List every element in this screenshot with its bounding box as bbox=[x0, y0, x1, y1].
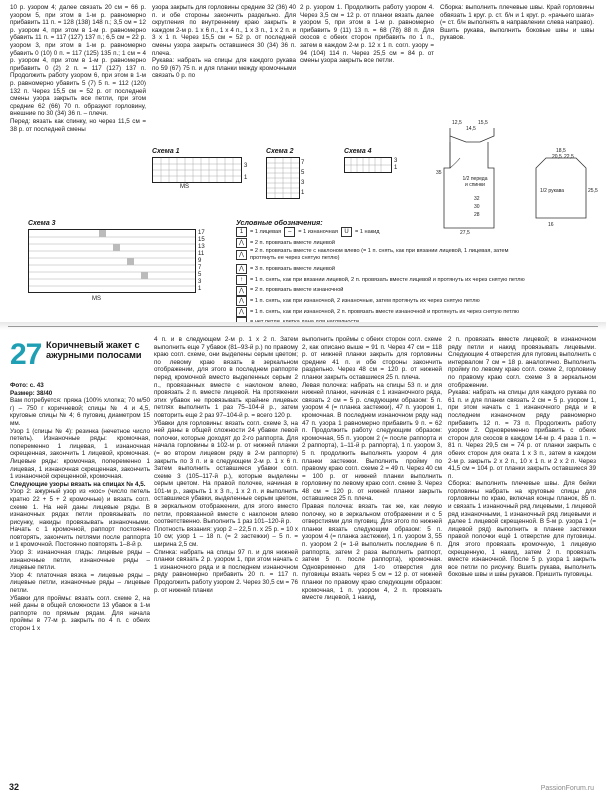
legend-symbol: ⋀ bbox=[236, 296, 247, 306]
legend-item bbox=[236, 275, 536, 286]
dimension-label: 25,5 bbox=[588, 188, 598, 194]
scheme-1-row-label: 3 bbox=[244, 163, 248, 169]
scheme-3-row-label: 17 bbox=[198, 230, 205, 236]
scheme-2-row-label: 3 bbox=[301, 180, 305, 186]
legend-symbol: U bbox=[341, 227, 352, 237]
legend-item bbox=[236, 296, 536, 307]
legend-text: = 1 лицевая bbox=[250, 229, 282, 235]
size-line: Размер: 38/40 bbox=[10, 389, 53, 397]
scheme-3-row-label: 5 bbox=[198, 272, 202, 278]
dimension-label: 35 bbox=[436, 170, 442, 176]
dimension-label: 15,5 bbox=[478, 120, 488, 126]
scheme-3-title: Схема 3 bbox=[28, 220, 56, 227]
paragraph: Узор 4: платочная вязка = лицевые ряды – лицевые петли, изнаночные ряды – лицевые петли. bbox=[10, 571, 150, 595]
dimension-label: 27,5 bbox=[460, 230, 470, 236]
dimension-label: 1/2 переда и спинки bbox=[462, 176, 488, 188]
legend-item bbox=[236, 307, 536, 318]
dimension-label: 32 bbox=[474, 196, 480, 202]
legend-text: = 1 п. снять, как при вязании лицевой, 2 п. провязать вместе лицевой и протянуть их через снятую петлю bbox=[250, 276, 525, 283]
paragraph: 2 р. узором 1. Продолжить работу узором 4. Через 3,5 см = 12 р. от планки вязать далее узором 5, при этом в 1-м р. равномерно прибавить 9 (11) 13 п. = 68 (78) 88 п. Для скосов с обеих сторон прибавить по 1 п., затем в каждом 2-м р. 12 х 1 п. согл. узору = 94 (104) 114 п. Через 25,5 см = 84 р. от смены узора закрыть все петли. bbox=[300, 4, 434, 65]
legend-symbol: ⋀ bbox=[236, 307, 247, 317]
scheme-2-grid bbox=[266, 157, 300, 199]
paragraph: узора закрыть для горловины средние 32 (36) 40 п. и обе стороны закончить раздельно. Для скругления по внутреннему краю закрыть в каждом 2-м р. 1 х 6 п., 1 х 4 п., 1 х 3 п., 1 х 2 п. и 3 х 1 п. Через 15,5 см = 52 р. от последней смены узора закрыть оставшиеся 30 (34) 36 п. плеча. bbox=[152, 4, 296, 57]
scheme-3-row-label: 3 bbox=[198, 279, 202, 285]
scheme-3-ms-label: MS bbox=[92, 296, 101, 302]
paragraph: Узор 3: изнаночная гладь: лицевые ряды – изнаночные петли, изнаночные ряды – лицевые петли. bbox=[10, 549, 150, 572]
dimension-label: 22,5 bbox=[564, 154, 574, 160]
paragraph: Убавки для проймы: вязать согл. схеме 2, на ней даны в общей сложности 13 убавок в 1-м раппорте по прямым рядам. Для начала проймы в 77-м р. закрыть по 4 п. с обеих сторон 1 х bbox=[10, 594, 150, 632]
dimension-label: 30 bbox=[474, 204, 480, 210]
paragraph: Перед: вязать как спинку, но через 11,5 см = 38 р. от последней смены bbox=[10, 117, 146, 133]
paragraph: Правая полочка: вязать так же, как левую полочку, но в зеркальном отображении и с 5 отверстиями для пуговиц. Для этого по нижней планки вязать следующим образом: 5 п. узором 4 (= планка застежки), 1 п. узором 3, 55 п. узором 2 (= 1-й выполнить последние 6 п. раппорта, затем 2 раза выполнить раппорт, затем 5 п. после раппорта), кромочная. Одновременно для 1-го отверстия для пуговицы вязать через 5 см = 12 р. от нижней планки по правому краю следующим образом: кромочная, 1 п. узором 4, 2 п. провязать вместе лицевой, 1 накид, bbox=[302, 503, 442, 602]
legend-symbol: – bbox=[284, 227, 295, 237]
paragraph: Сборка: выполнить плечевые швы. Для бейки горловины набрать на круговые спицы для горловины по краю, включая концы планок, 85 п. и связать 1 изнаночный ряд лицевыми, 1 лицевой ряд изнаночными, 1 изнаночный ряд лицевыми и далее 1 лицевой скрещенной. В 5-м р. узора 1 (= лицевой ряд) выполнить в планке застежки правой полочки ещё 1 отверстие для пуговицы. Для этого провязать кромочную, 1 лицевую скрещенную, 1 накид, затем 2 п. провязать вместе изнаночной. После 5 р. узора 1 закрыть все петли по рисунку. Вшить рукава, выполнить боковые швы и швы рукавов. Пришить пуговицы. bbox=[448, 480, 596, 579]
paragraph: Убавки для горловины: вязать согл. схеме 3, на ней даны в общей сложности 24 убавки левой полочки, которые доходят до 2-го раппорта. Для начала горловины в 102-м р. от нижней планки (= во втором лицевом ряду в 2-м раппорте) закрыть по 3 п. и в следующем 2-м р. 1 х 6 п. Затем выполнить оставшиеся убавки согл. схеме 3 (105–117-й р.), которые выделены серым цветом. На правой полочке, начиная в 101-м р., закрыть 1 х 3 п., 1 х 2 п. и выполнить оставшиеся убавки, выделенные серым цветом, в зеркальном отображении, для этого вместо петли, провязанной вместе с наклоном влево соответственно. Выполнить 1 раз 101–120-й р. bbox=[154, 419, 298, 526]
paragraph: Сборка: выполнить плечевые швы. Край горловины обвязать 1 круг. р. ст. б/н и 1 круг. р. «рачьего шага» (= ст. б/н выполнять в направлении слева направо). Вшить рукава, выполнить боковые швы и швы рукавов. bbox=[440, 4, 594, 42]
scheme-1-title: Схема 1 bbox=[152, 148, 180, 155]
article-title: Коричневый жакет с ажурными полосами bbox=[46, 340, 142, 360]
photo-ref: Фото: с. 43 bbox=[10, 382, 44, 389]
scheme-3-row-label: 13 bbox=[198, 244, 205, 250]
paragraph: 10 р. узором 4; далее связать 20 см = 66 р. узором 5, при этом в 1-м р. равномерно прибавить 11 п. = 128 (138) 148 п.; 3,5 см = 12 р. узором 4, при этом в 1-м р. равномерно убавить 11 п. = 117 (127) 137 п.; 6,5 см = 22 р. узором 3, при этом в 1-м р. равномерно убавить 0 (10) 0 п. = 117 (125) 135 п.; 1 см = 4 р. узором 4, при этом в 1-м р. равномерно прибавить 0 (2) 2 п. = 117 (127) 137 п. Продолжить работу узором 6, при этом в 1-м р. равномерно убавить 5 (7) 5 п. = 112 (120) 132 п. Через 15,5 см = 52 р. от последней смены узора закрыть все петли, при этом средние 62 (66) 70 п. образуют горловину, внешние по 30 (34) 36 п. – плечи. bbox=[10, 4, 146, 118]
watermark: PassionForum.ru bbox=[540, 785, 594, 792]
legend-symbol: ⋀ bbox=[236, 264, 247, 274]
legend-text: = 1 накид bbox=[355, 229, 380, 235]
article-column-1 bbox=[10, 382, 150, 633]
paragraph: Узор 1 (спицы № 4): резинка (нечетное число петель). Изнаночные ряды: кромочная, попеременно 1 лицевая, 1 изнаночная скрещенная, закончить 1 лицевой, кромочная. Лицевые ряды: кромочная, попеременно 1 лицевая, 1 изнаночная скрещенная, закончить 1 изнаночной скрещенной, кромочная. bbox=[10, 427, 150, 481]
legend-text: = 1 п. снять, как при изнаночной, 2 п. провязать вместе изнаночной и протянуть их через снятую петлю bbox=[250, 308, 520, 315]
legend-item bbox=[236, 227, 536, 238]
scheme-4-title: Схема 4 bbox=[344, 148, 372, 155]
section-divider bbox=[8, 326, 598, 327]
paragraph: 4 п. и в следующем 2-м р. 1 х 2 п. Затем выполнить еще 7 убавок (81–93-й р.) по правому краю согл. схеме, они выделены серым цветом; по левому краю вязать в зеркальном отображении, для этого в последнем раппорте перед кромочной вместо выделенных серым 2 п., провязанных вместе с наклоном влево, провязать 2 п. вместе лицевой. На протяжении этих убавок не провязывать крайние лицевых петлях выполнить 1 раз 75–104-й р., затем повторить еще 2 раз 97–104-й р. = всего 120 р. bbox=[154, 336, 298, 419]
top-text-column-3 bbox=[300, 4, 434, 65]
legend-item bbox=[236, 285, 536, 296]
legend-symbol: ⋀ bbox=[236, 250, 247, 260]
dimension-label: 1/2 рукава bbox=[540, 188, 565, 194]
dimension-label: 18,5 bbox=[556, 148, 566, 154]
dimension-label: 14,5 bbox=[466, 126, 476, 132]
scheme-2-row-label: 7 bbox=[301, 160, 305, 166]
scheme-2-title: Схема 2 bbox=[266, 148, 294, 155]
scheme-3-row-label: 1 bbox=[198, 286, 202, 292]
legend-text: = 3 п. провязать вместе лицевой bbox=[250, 266, 336, 273]
legend-text: = 1 изнаночная bbox=[298, 229, 338, 235]
scheme-3-grid bbox=[28, 229, 196, 293]
paragraph: Левая полочка: набрать на спицы 53 п. и для нижней планки, начиная с 1 изнаночного ряда, связать 2 см = 5 р. следующим образом: 5 п. узором 4 (= планка застежки), 47 п. узором 1, кромочная. В последнем изнаночном ряду над 47 п. узора 1 равномерно прибавить 9 п. = 62 п. Продолжить работу следующим образом: кромочная, 55 п. узором 2 (= после раппорта и 2 раппорта), 1–11-й р. раппорта), 1 п. узором 3, 5 п. продолжить выполнять узором 4 для планки застежки. Выполнить пройму по правому краю согл. схеме 2 = 49 п. Через 40 см = 100 р. от нижней планки выполнить горловину по левому краю согл. схеме 3. Через 48 см = 120 р. от нижней планки закрыть оставшиеся 25 п. плеча. bbox=[302, 381, 442, 503]
legend bbox=[236, 218, 536, 328]
legend-item bbox=[236, 264, 536, 275]
paragraph: Вам потребуется: пряжа (100% хлопка; 70 м/50 г) – 750 г коричневой; спицы № 4 и 4,5, круговые спицы № 4; 6 пуговиц диаметром 15 мм. bbox=[10, 397, 150, 427]
paragraph: Спинка: набрать на спицы 97 п. и для нижней планки связать 2 р. узором 1, при этом начать с 1 изнаночного ряда и в последнем изнаночном ряду равномерно прибавить 20 п. = 117 п. Продолжить работу узором 2. Через 30,5 см = 76 р. от нижней планки bbox=[154, 548, 298, 594]
legend-symbol: ⋀ bbox=[236, 238, 247, 248]
article-column-2 bbox=[154, 336, 298, 594]
legend-symbol: ⋀ bbox=[236, 286, 247, 296]
dimension-label: 12,5 bbox=[452, 120, 462, 126]
top-text-column-1 bbox=[10, 4, 146, 133]
legend-item bbox=[236, 238, 536, 249]
paragraph: Следующие узоры вязать на спицах № 4,5. bbox=[10, 480, 146, 488]
legend-text: = 2 п. провязать вместе с наклоном влево (= 1 п. снять, как при вязании лицевой, 1 лицевая, затем протянуть ее через снятую петлю) bbox=[250, 248, 509, 262]
paragraph: Плотность вязания: узор 2 – 22,5 п. х 25 р. = 10 х 10 см; узор 1 – 18 п. (= 2 застежки) – 5 п. = ширина 2,5 см. bbox=[154, 525, 298, 549]
paragraph: Рукава: набрать на спицы для каждого рукава по 61 п. и для планки связать 2 см = 5 р. узором 1, при этом начать с 1 изнаночного ряда и в последнем изнаночном ряду равномерно прибавить 12 п. = 73 п. Продолжить работу узором 2. Одновременно прибавить с обеих сторон для скосов в каждом 14-м р. 4 раза 1 п. = 81 п. Через 29,5 см = 74 р. от планки закрыть с обеих сторон для оката 1 х 3 п., затем в каждом 2-м р. закрыть 2 х 2 п., 10 х 1 п. и 2 х 2 п. Через 41,5 см = 104 р. от планки закрыть оставшиеся 39 п. bbox=[448, 389, 596, 480]
article-number: 27 bbox=[10, 338, 42, 371]
legend-text: = 2 п. провязать вместе лицевой bbox=[250, 239, 336, 246]
dimension-label: 16 bbox=[548, 222, 554, 228]
page-number: 32 bbox=[9, 782, 20, 792]
paragraph: Рукава: набрать на спицы для каждого рукава по 59 (67) 75 п. и для планки между кромочными связать 0 р. по bbox=[152, 57, 296, 80]
scheme-4-row-label: 3 bbox=[394, 158, 398, 164]
legend-symbol: ↑ bbox=[236, 275, 247, 285]
scheme-3-row-label: 15 bbox=[198, 237, 205, 243]
scheme-2-row-label: 1 bbox=[301, 190, 305, 196]
scheme-1-row-label: 1 bbox=[244, 175, 248, 181]
scheme-2-row-label: 5 bbox=[301, 170, 305, 176]
paragraph: Узор 2: ажурный узор из «кос» (число петель кратно 22 + 5 + 2 кромочные) и вязать согл. схеме 1. На ней даны лицевые ряды. В изнаночных рядах петли провязывать по рисунку, накиды провязывать изнаночными. Начать с 1 кромочной, раппорт постоянно повторять, закончить петлями после раппорта и 1 кромочной. Постоянно повторять 1–8-й р. bbox=[10, 488, 150, 549]
legend-symbol: 1 bbox=[236, 227, 247, 237]
scheme-1-grid bbox=[152, 157, 242, 183]
legend-title: Условные обозначения: bbox=[236, 218, 323, 227]
scheme-1-ms-label: MS bbox=[180, 184, 189, 190]
dimension-label: 28 bbox=[474, 212, 480, 218]
scheme-3-row-label: 11 bbox=[198, 251, 205, 257]
article-column-3 bbox=[302, 336, 442, 602]
paragraph: 2 п. провязать вместе лицевой; в изнаночном ряду петли и накид провязывать лицевыми. Следующие 4 отверстия для пуговиц выполнить с интервалом 7 см = 18 р. аналогично. Выполнить пройму по левому краю согл. схеме 2, горловину по правому краю согл. схеме 3 в зеркальном отображении. bbox=[448, 336, 596, 389]
dimension-label: 20,5 bbox=[552, 154, 562, 160]
scheme-3-row-label: 9 bbox=[198, 258, 202, 264]
legend-text: = 1 п. снять, как при изнаночной, 2 изнаночные, затем протянуть их через снятую петлю bbox=[250, 297, 480, 304]
top-text-column-2 bbox=[152, 4, 296, 80]
scheme-3-row-label: 7 bbox=[198, 265, 202, 271]
legend-item bbox=[236, 248, 536, 262]
paragraph: выполнить проймы с обеих сторон согл. схеме 2, как описано выше = 91 п. Через 47 см = 118 р. от нижней планки закрыть для горловины средние 41 п. и обе стороны закончить раздельно. Через 48 см = 120 р. от нижней планки закрыть оставшиеся 25 п. плеча. bbox=[302, 336, 442, 381]
scheme-4-grid bbox=[344, 157, 392, 173]
legend-text: = 2 п. провязать вместе изнаночной bbox=[250, 287, 344, 294]
scheme-4-row-label: 1 bbox=[394, 165, 398, 171]
top-text-column-4 bbox=[440, 4, 594, 42]
article-column-4 bbox=[448, 336, 596, 579]
